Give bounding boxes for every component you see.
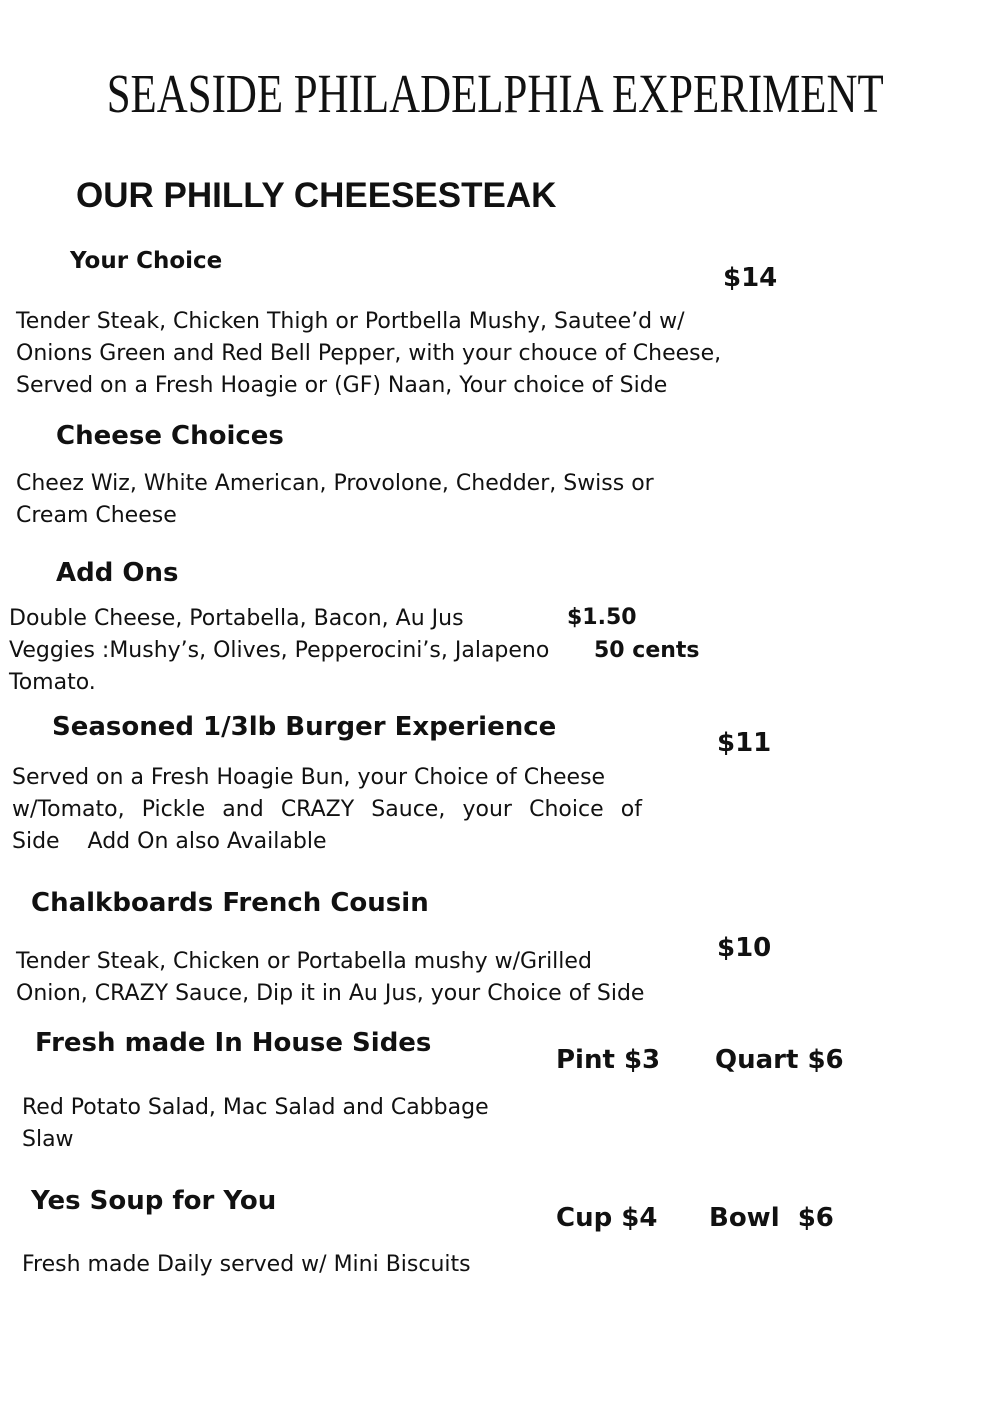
addons-price-2: 50 cents — [594, 638, 700, 663]
sides-price-quart: Quart $6 — [715, 1045, 844, 1075]
soup-heading: Yes Soup for You — [31, 1186, 277, 1216]
description-line: Onion, CRAZY Sauce, Dip it in Au Jus, your Choice of Side — [16, 981, 645, 1006]
french-heading: Chalkboards French Cousin — [31, 888, 429, 918]
description-line: w/Tomato, Pickle and CRAZY Sauce, your Choice of — [12, 797, 642, 822]
cheesesteak-heading: Your Choice — [70, 248, 223, 274]
addons-heading: Add Ons — [56, 558, 179, 588]
french-price: $10 — [717, 933, 772, 963]
sides-description — [22, 1092, 489, 1156]
sides-heading: Fresh made In House Sides — [35, 1028, 432, 1058]
description-line: Slaw — [22, 1127, 74, 1152]
addons-line-2: Veggies :Mushy’s, Olives, Pepperocini’s, Jalapeno — [9, 638, 550, 663]
cheese-description — [16, 468, 654, 532]
burger-price: $11 — [717, 728, 772, 758]
addons-price-1: $1.50 — [567, 605, 637, 630]
soup-price-cup: Cup $4 — [556, 1203, 658, 1233]
cheesesteak-price: $14 — [723, 263, 778, 293]
burger-heading: Seasoned 1/3lb Burger Experience — [52, 712, 557, 742]
menu-title: SEASIDE PHILADELPHIA EXPERIMENT — [106, 63, 884, 124]
description-line: Onions Green and Red Bell Pepper, with your chouce of Cheese, — [16, 341, 722, 366]
soup-price-bowl: Bowl $6 — [709, 1203, 834, 1233]
section-heading: OUR PHILLY CHEESESTEAK — [76, 176, 557, 215]
addons-line-1: Double Cheese, Portabella, Bacon, Au Jus — [9, 606, 464, 631]
addons-line-3: Tomato. — [9, 670, 96, 695]
description-line: Tender Steak, Chicken Thigh or Portbella Mushy, Sautee’d w/ — [16, 309, 685, 334]
description-line: Cheez Wiz, White American, Provolone, Chedder, Swiss or — [16, 471, 654, 496]
description-line: Served on a Fresh Hoagie or (GF) Naan, Your choice of Side — [16, 373, 668, 398]
cheesesteak-description — [16, 306, 721, 402]
burger-description — [12, 762, 642, 858]
description-line: Red Potato Salad, Mac Salad and Cabbage — [22, 1095, 489, 1120]
soup-description: Fresh made Daily served w/ Mini Biscuits — [22, 1252, 471, 1277]
description-line: Cream Cheese — [16, 503, 177, 528]
description-line: Served on a Fresh Hoagie Bun, your Choice of Cheese — [12, 765, 606, 790]
description-line: Tender Steak, Chicken or Portabella mushy w/Grilled — [16, 949, 592, 974]
sides-price-pint: Pint $3 — [556, 1045, 661, 1075]
french-description — [16, 946, 644, 1010]
cheese-heading: Cheese Choices — [56, 421, 284, 451]
description-line: Side Add On also Available — [12, 829, 327, 854]
